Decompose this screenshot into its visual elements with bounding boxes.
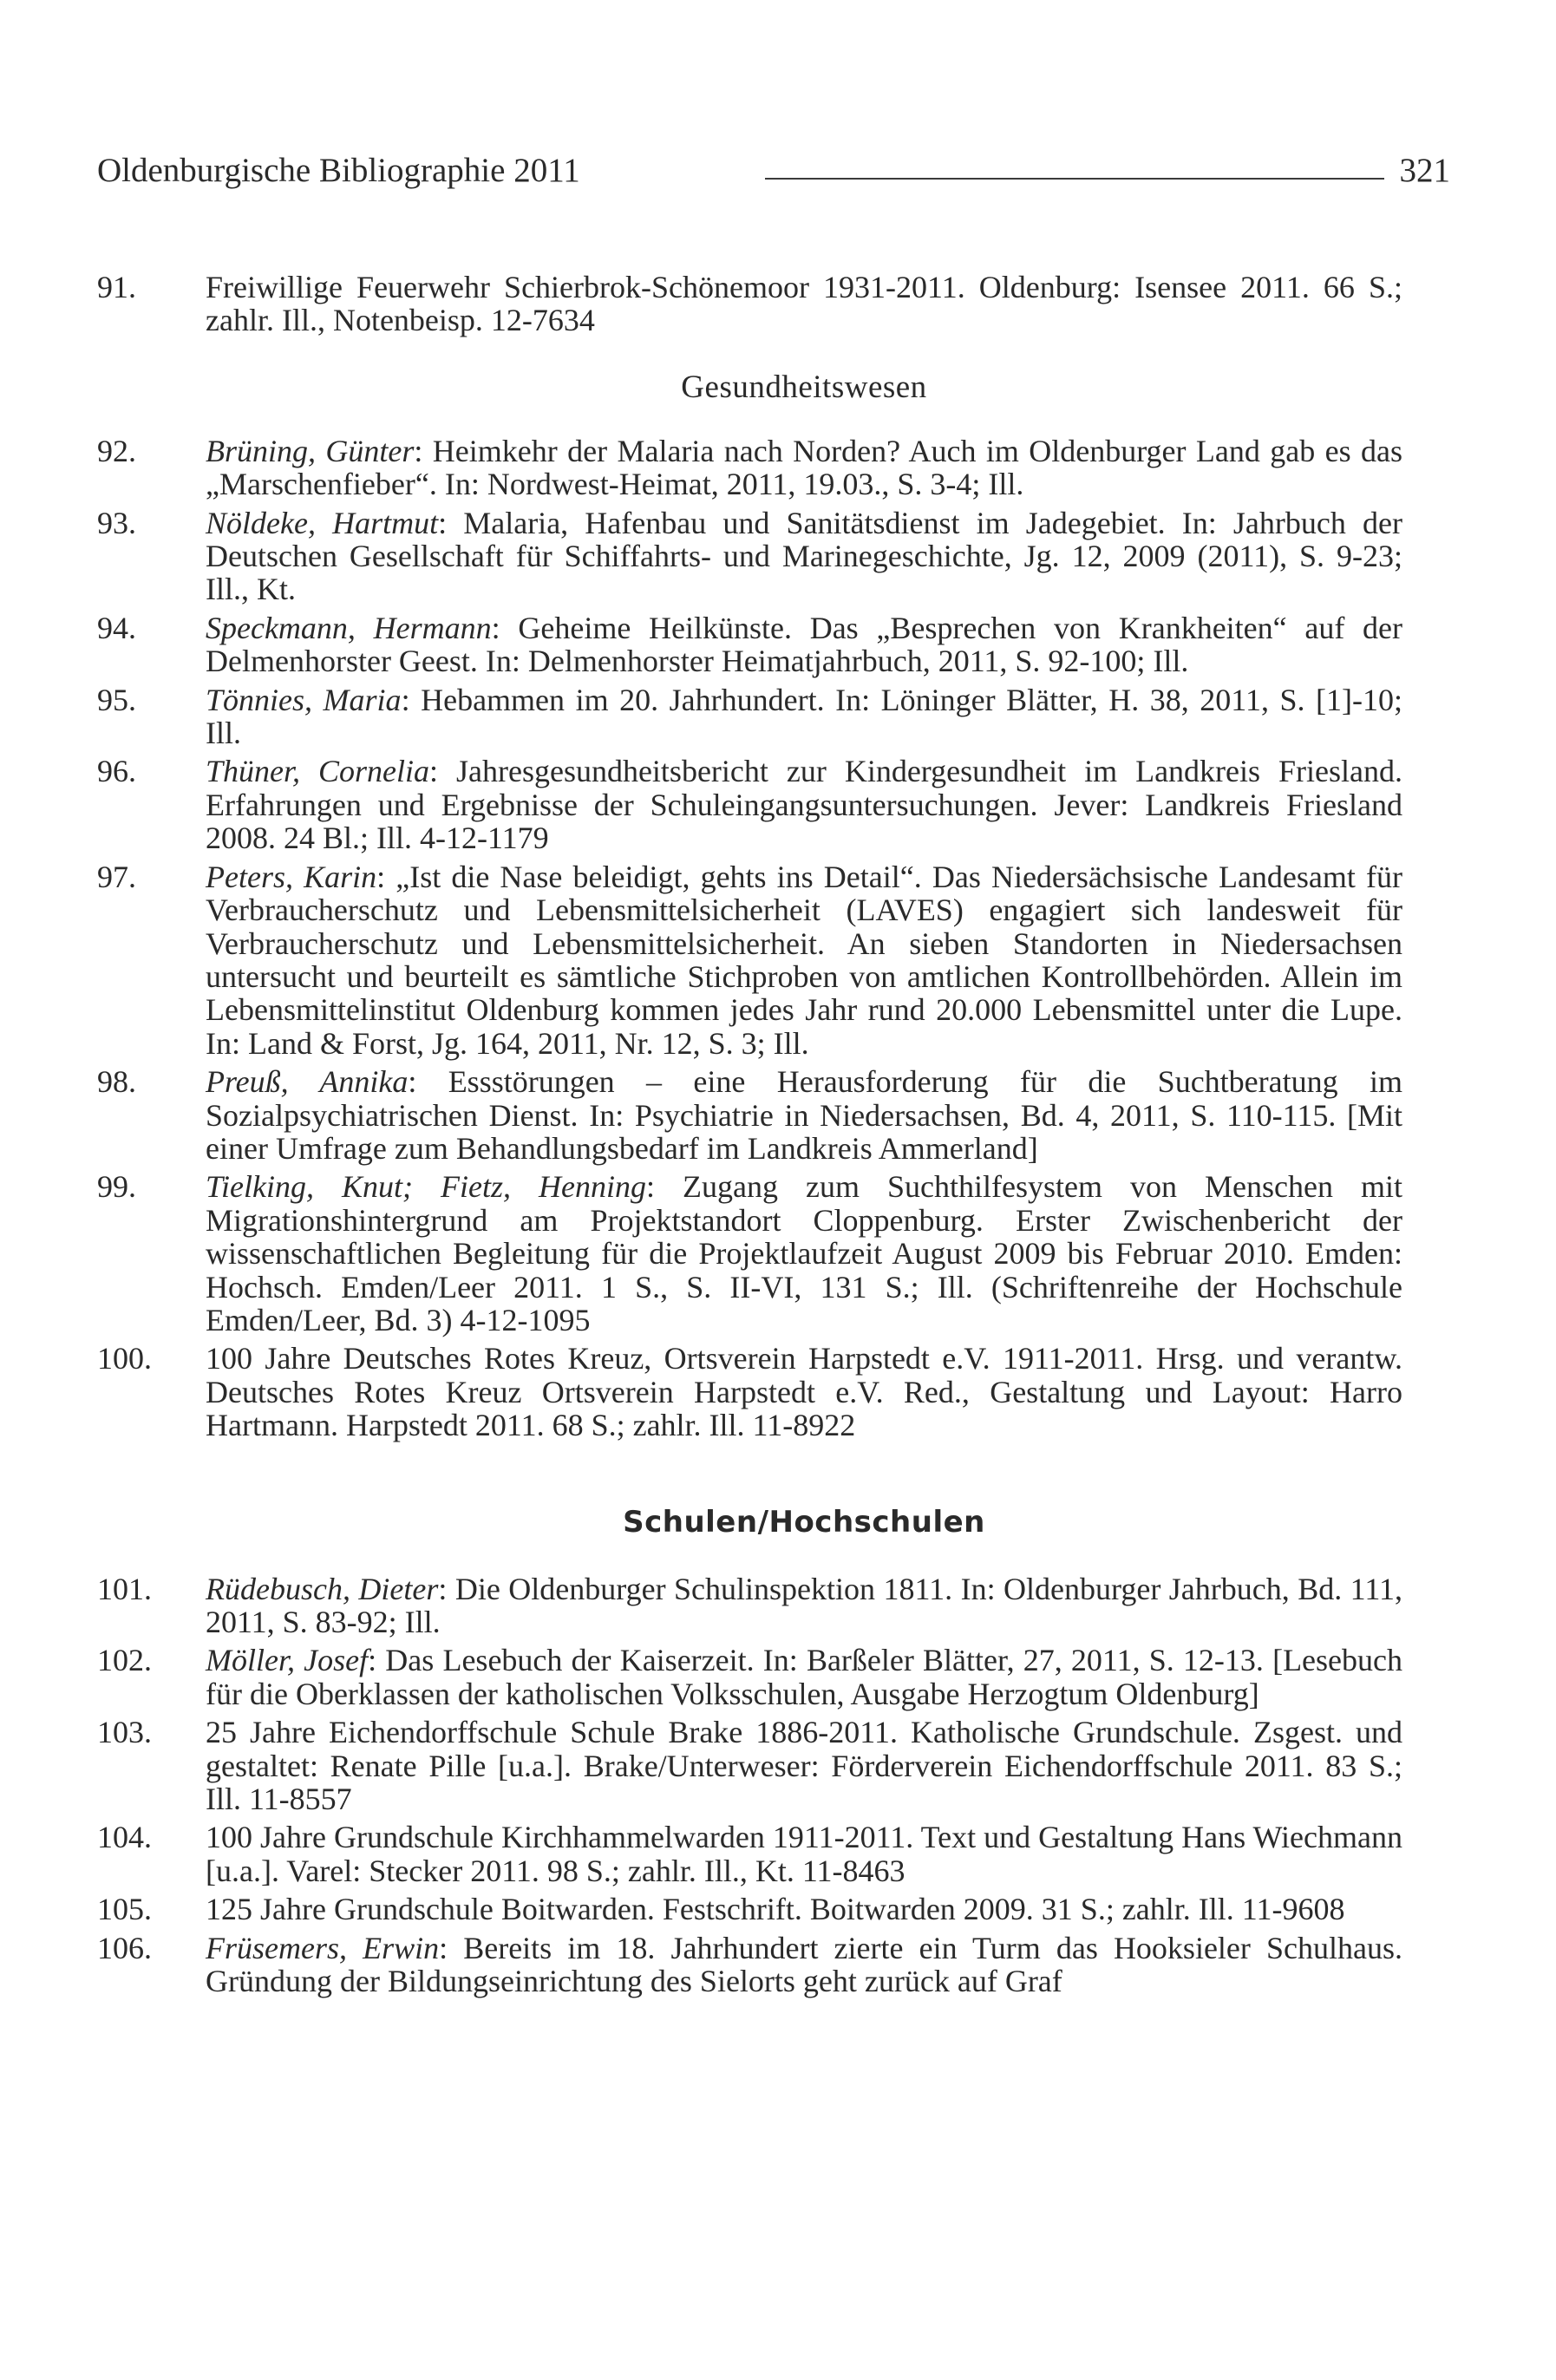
entry-author: Brüning, Günter xyxy=(206,433,415,468)
bibliography-entry xyxy=(97,435,1402,501)
entry-description: : Malaria, Hafenbau und Sanitätsdienst im Jadegebiet. In: Jahrbuch der Deutschen Gesellschaft für Schiffahrts- und Marinegeschichte, Jg. 12, 2009 (2011), S. 9-23; Ill., Kt. xyxy=(206,505,1402,607)
page-number: 321 xyxy=(1399,152,1450,189)
entry-list-intro xyxy=(97,271,1402,337)
entry-text xyxy=(206,1065,1402,1165)
entry-description: Freiwillige Feuerwehr Schierbrok-Schönemoor 1931-2011. Oldenburg: Isensee 2011. 66 S.; zahlr. Ill., Notenbeisp. 12-7634 xyxy=(206,270,1402,338)
entry-number: 96. xyxy=(97,754,136,789)
bibliography-entry xyxy=(97,683,1402,750)
running-header xyxy=(97,149,1450,201)
entry-number: 106. xyxy=(97,1930,152,1965)
entry-text xyxy=(206,860,1402,1060)
entry-number: 101. xyxy=(97,1571,152,1606)
entry-number: 103. xyxy=(97,1715,152,1750)
running-title: Oldenburgische Bibliographie 2011 xyxy=(97,152,580,189)
entry-number: 102. xyxy=(97,1643,152,1678)
entry-number: 91. xyxy=(97,270,136,304)
entry-author: Rüdebusch, Dieter xyxy=(206,1571,439,1606)
bibliography-content xyxy=(97,271,1402,2003)
entry-number: 97. xyxy=(97,859,136,894)
entry-number: 95. xyxy=(97,682,136,717)
entry-description: : Hebammen im 20. Jahrhundert. In: Löninger Blätter, H. 38, 2011, S. [1]-10; Ill. xyxy=(206,682,1403,751)
entry-description: : Essstörungen – eine Herausforderung für die Suchtberatung im Sozialpsychiatrischen Dienst. In: Psychiatrie in Niedersachsen, Bd. 4, 2011, S. 110-115. [Mit einer Umfrage zum Behandlungsbedarf im Landkreis Ammerland] xyxy=(206,1064,1402,1166)
bibliography-entry xyxy=(97,1342,1402,1442)
section-heading-schulen: Schulen/Hochschulen xyxy=(623,1504,985,1540)
entry-number: 98. xyxy=(97,1064,136,1100)
bibliography-entry xyxy=(97,611,1402,678)
bibliography-entry xyxy=(97,507,1402,606)
bibliography-entry xyxy=(97,1170,1402,1337)
entry-description: 25 Jahre Eichendorffschule Schule Brake 1886-2011. Katholische Grundschule. Zsgest. und gestaltet: Renate Pille [u.a.]. Brake/Unterweser: Förderverein Eichendorffschule 2011. 83 S.; Ill. 11-8557 xyxy=(206,1715,1402,1817)
entry-description: : Heimkehr der Malaria nach Norden? Auch im Oldenburger Land gab es das „Marschenfieber“. In: Nordwest-Heimat, 2011, 19.03., S. 3-4; Ill. xyxy=(206,433,1402,502)
entry-description: : Bereits im 18. Jahrhundert zierte ein Turm das Hooksieler Schulhaus. Gründung der Bildungseinrichtung des Sielorts geht zurück auf Graf xyxy=(206,1930,1402,1999)
header-rule xyxy=(765,178,1384,180)
bibliography-entry xyxy=(97,1932,1402,1998)
entry-author: Tielking, Knut; Fietz, Henning xyxy=(206,1169,647,1205)
entry-author: Nöldeke, Hartmut xyxy=(206,505,439,540)
bibliography-entry xyxy=(97,1572,1402,1639)
entry-description: : Jahresgesundheitsbericht zur Kindergesundheit im Landkreis Friesland. Erfahrungen und Ergebnisse der Schuleingangsuntersuchungen. Jever: Landkreis Friesland 2008. 24 Bl.; Ill. 4-12-1179 xyxy=(206,754,1402,856)
entry-text xyxy=(206,507,1402,606)
bibliography-entry xyxy=(97,1716,1402,1815)
entry-text xyxy=(206,1170,1402,1337)
section-heading-gesundheitswesen: Gesundheitswesen xyxy=(681,369,927,405)
entry-text xyxy=(206,1932,1402,1998)
bibliography-entry xyxy=(97,860,1402,1060)
entry-number: 94. xyxy=(97,610,136,645)
entry-text xyxy=(206,1572,1402,1639)
entry-number: 92. xyxy=(97,433,136,468)
entry-list-health xyxy=(97,435,1402,1442)
entry-text xyxy=(206,435,1402,501)
bibliography-entry xyxy=(97,755,1402,854)
entry-number: 93. xyxy=(97,505,136,540)
entry-description: : Zugang zum Suchthilfesystem von Menschen mit Migrationshintergrund am Projektstandort Cloppenburg. Erster Zwischenbericht der wissenschaftlichen Begleitung für die Projektlaufzeit August 2009 bis Februar 2010. Emden: Hochsch. Emden/Leer 2011. 1 S., S. II-VI, 131 S.; Ill. (Schriftenreihe der Hochschule Emden/Leer, Bd. 3) 4-12-1095 xyxy=(206,1169,1402,1337)
entry-text xyxy=(206,271,1402,337)
entry-author: Preuß, Annika xyxy=(206,1064,409,1100)
bibliography-entry xyxy=(97,1644,1402,1710)
entry-author: Möller, Josef xyxy=(206,1643,369,1678)
entry-author: Thüner, Cornelia xyxy=(206,754,430,789)
entry-description: 100 Jahre Deutsches Rotes Kreuz, Ortsverein Harpstedt e.V. 1911-2011. Hrsg. und verantw. Deutsches Rotes Kreuz Ortsverein Harpstedt e.V. Red., Gestaltung und Layout: Harro Hartmann. Harpstedt 2011. 68 S.; zahlr. Ill. 11-8922 xyxy=(206,1341,1402,1443)
entry-number: 99. xyxy=(97,1169,136,1205)
entry-author: Früsemers, Erwin xyxy=(206,1930,440,1965)
entry-text xyxy=(206,1342,1402,1442)
entry-list-schools xyxy=(97,1572,1402,1998)
entry-author: Speckmann, Hermann xyxy=(206,610,492,645)
entry-text xyxy=(206,1716,1402,1815)
entry-number: 100. xyxy=(97,1341,152,1376)
entry-number: 104. xyxy=(97,1820,152,1855)
entry-text xyxy=(206,683,1402,750)
bibliography-entry xyxy=(97,1821,1402,1887)
entry-text xyxy=(206,755,1402,854)
bibliography-entry xyxy=(97,1893,1402,1926)
entry-text xyxy=(206,1893,1402,1926)
entry-description: : „Ist die Nase beleidigt, gehts ins Detail“. Das Niedersächsische Landesamt für Verbraucherschutz und Lebensmittelsicherheit (LAVES) engagiert sich landesweit für Verbraucherschutz und Lebensmittelsicherheit. An sieben Standorten in Niedersachsen untersucht und beurteilt es sämtliche Stichproben von amtlichen Kontrollbehörden. Allein im Lebensmittelinstitut Oldenburg kommen jedes Jahr rund 20.000 Lebensmittel unter die Lupe. In: Land & Forst, Jg. 164, 2011, Nr. 12, S. 3; Ill. xyxy=(206,859,1402,1061)
entry-description: : Geheime Heilkünste. Das „Besprechen von Krankheiten“ auf der Delmenhorster Geest. In: Delmenhorster Heimatjahrbuch, 2011, S. 92-100; Ill. xyxy=(206,610,1402,679)
entry-author: Peters, Karin xyxy=(206,859,377,894)
entry-text xyxy=(206,1644,1402,1710)
entry-text xyxy=(206,1821,1402,1887)
entry-description: 100 Jahre Grundschule Kirchhammelwarden 1911-2011. Text und Gestaltung Hans Wiechmann [u.a.]. Varel: Stecker 2011. 98 S.; zahlr. Ill., Kt. 11-8463 xyxy=(206,1820,1402,1888)
entry-author: Tönnies, Maria xyxy=(206,682,402,717)
entry-text xyxy=(206,611,1402,678)
entry-description: : Das Lesebuch der Kaiserzeit. In: Barßeler Blätter, 27, 2011, S. 12-13. [Lesebuch für die Oberklassen der katholischen Volksschulen, Ausgabe Herzogtum Oldenburg] xyxy=(206,1643,1403,1711)
bibliography-entry xyxy=(97,271,1402,337)
entry-description: 125 Jahre Grundschule Boitwarden. Festschrift. Boitwarden 2009. 31 S.; zahlr. Ill. 11-9608 xyxy=(206,1892,1345,1927)
entry-description: : Die Oldenburger Schulinspektion 1811. In: Oldenburger Jahrbuch, Bd. 111, 2011, S. 83-92; Ill. xyxy=(206,1571,1402,1639)
bibliography-entry xyxy=(97,1065,1402,1165)
entry-number: 105. xyxy=(97,1892,152,1927)
